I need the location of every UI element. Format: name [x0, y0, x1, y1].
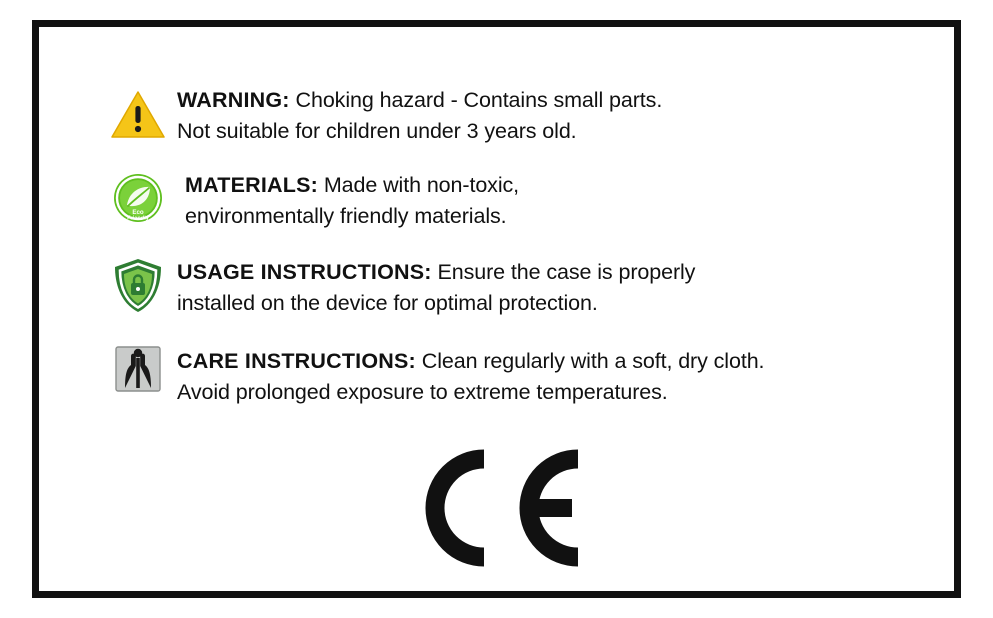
usage-row	[99, 253, 919, 318]
usage-line2: installed on the device for optimal protection.	[177, 290, 598, 315]
warning-line1: Choking hazard - Contains small parts.	[289, 88, 663, 112]
warning-heading: WARNING:	[177, 88, 290, 112]
materials-text	[177, 168, 919, 231]
svg-text:Friendly: Friendly	[127, 215, 149, 222]
usage-line1: Ensure the case is properly	[431, 260, 696, 285]
care-line1: Clean regularly with a soft, dry cloth.	[415, 349, 765, 374]
svg-text:Eco: Eco	[132, 209, 144, 217]
instruction-rows	[99, 85, 919, 429]
ce-mark-wrap	[39, 449, 954, 567]
warning-icon-cell	[99, 85, 177, 141]
eco-friendly-leaf-icon	[112, 172, 164, 224]
care-line2: Avoid prolonged exposure to extreme temperatures.	[177, 379, 668, 404]
materials-line2: environmentally friendly materials.	[185, 203, 507, 228]
warning-triangle-icon	[110, 89, 166, 141]
materials-row	[99, 168, 919, 231]
care-text	[177, 340, 919, 407]
materials-icon-cell	[99, 168, 177, 224]
care-icon-cell	[99, 340, 177, 394]
care-row	[99, 340, 919, 407]
care-heading: CARE INSTRUCTIONS:	[177, 349, 416, 374]
care-handling-icon	[113, 344, 163, 394]
shield-protection-icon	[111, 257, 165, 315]
usage-heading: USAGE INSTRUCTIONS:	[177, 260, 432, 285]
usage-icon-cell	[99, 253, 177, 315]
warning-row	[99, 85, 919, 146]
warning-line2: Not suitable for children under 3 years old.	[177, 118, 577, 143]
ce-conformity-mark	[402, 449, 592, 567]
product-label-card	[32, 20, 961, 598]
warning-text	[177, 85, 919, 146]
materials-line1: Made with non-toxic,	[317, 173, 520, 198]
usage-text	[177, 253, 919, 318]
materials-heading: MATERIALS:	[185, 173, 318, 198]
